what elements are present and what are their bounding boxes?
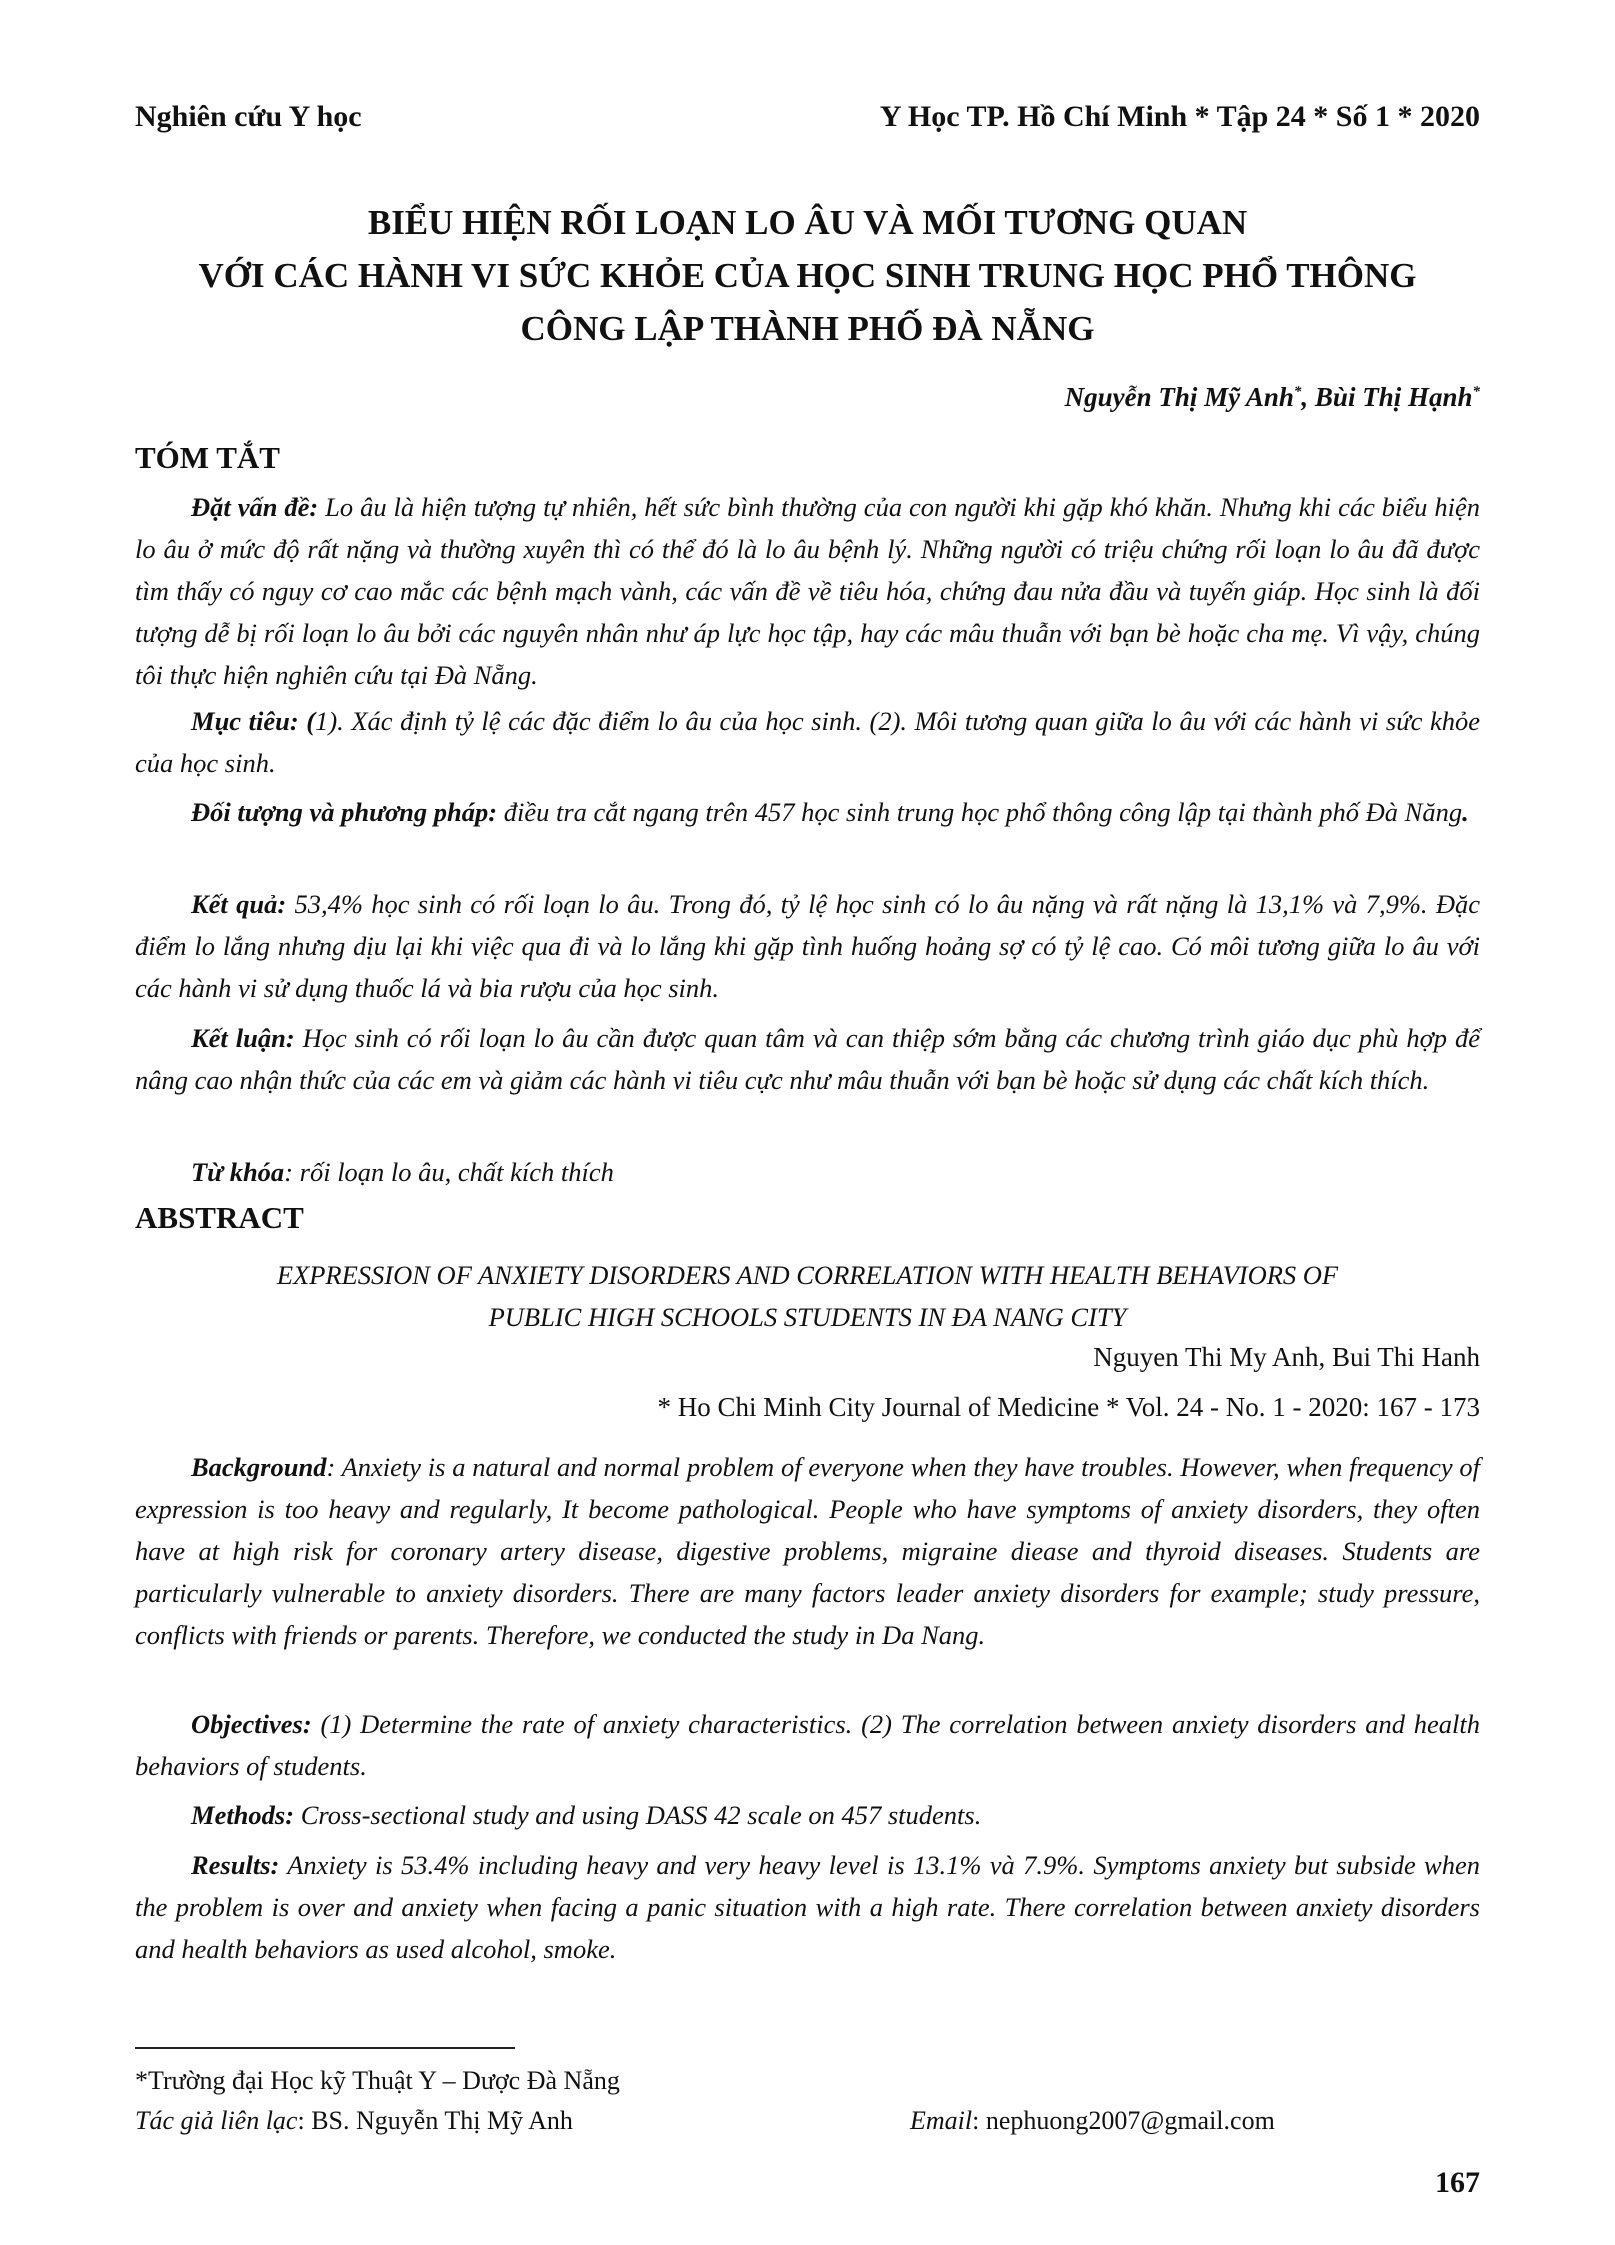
authors-vi	[1065, 382, 1480, 413]
author-2-mark: *	[1472, 384, 1480, 400]
en-results-paragraph	[135, 1844, 1480, 1970]
en-objectives-paragraph	[135, 1703, 1480, 1787]
en-background-paragraph	[135, 1446, 1480, 1656]
vi-objectives-paragraph	[135, 700, 1480, 784]
vi-results-paragraph	[135, 883, 1480, 1009]
author-1-mark: *	[1293, 384, 1302, 400]
footnote-affiliation: *Trường đại Học kỹ Thuật Y – Dược Đà Nẵng	[135, 2066, 620, 2095]
en-methods-paragraph	[135, 1794, 1480, 1836]
contact-name: : BS. Nguyễn Thị Mỹ Anh	[297, 2106, 573, 2135]
contact-label: Tác giả liên lạc	[135, 2106, 298, 2135]
author-2: Bùi Thị Hạnh	[1314, 382, 1473, 412]
vi-background-label: Đặt vấn đề:	[191, 492, 319, 522]
email-address: : nephuong2007@gmail.com	[972, 2106, 1275, 2135]
en-methods-label: Methods:	[191, 1800, 295, 1830]
en-background-text: : Anxiety is a natural and normal problem of everyone when they have troubles. However, when frequency of expression is too heavy and regularly, It become pathological. People who have symptoms of anxiety disorders, they often have at high risk for coronary artery disease, digestive problems, migraine diease and thyroid diseases. Students are particularly vulnerable to anxiety disorders. There are many factors leader anxiety disorders for example; study pressure, conflicts with friends or parents. Therefore, we conducted the study in Da Nang.	[135, 1452, 1480, 1650]
page-number: 167	[1435, 2166, 1480, 2199]
summary-heading: TÓM TẮT	[135, 440, 280, 475]
en-background-label: Background	[191, 1452, 327, 1482]
vi-objectives-label: Mục tiêu: (	[191, 706, 316, 736]
vi-methods-label: Đối tượng và phương pháp:	[191, 797, 498, 827]
title-line-2: VỚI CÁC HÀNH VI SỨC KHỎE CỦA HỌC SINH TRUNG HỌC PHỔ THÔNG	[198, 256, 1417, 295]
running-header-left: Nghiên cứu Y học	[135, 100, 362, 133]
footnote-email	[910, 2106, 1275, 2136]
abstract-title-line-1: EXPRESSION OF ANXIETY DISORDERS AND CORRELATION WITH HEALTH BEHAVIORS OF	[276, 1260, 1339, 1290]
vi-conclusion-paragraph	[135, 1017, 1480, 1101]
vi-results-label: Kết quả:	[191, 889, 287, 919]
vi-results-text: 53,4% học sinh có rối loạn lo âu. Trong đó, tỷ lệ học sinh có lo âu nặng và rất nặng là 13,1% và 7,9%. Đặc điểm lo lắng nhưng dịu lại khi việc qua đi và lo lắng khi gặp tình huống hoảng sợ có tỷ lệ cao. Có môi tương giữa lo âu với các hành vi sử dụng thuốc lá và bia rượu của học sinh.	[135, 889, 1480, 1003]
running-header-right: Y Học TP. Hồ Chí Minh * Tập 24 * Số 1 * 2020	[879, 100, 1480, 133]
article-title	[135, 196, 1480, 355]
author-separator: ,	[1301, 382, 1315, 412]
author-1: Nguyễn Thị Mỹ Anh	[1064, 382, 1294, 412]
abstract-heading: ABSTRACT	[135, 1200, 304, 1235]
vi-background-text: Lo âu là hiện tượng tự nhiên, hết sức bình thường của con người khi gặp khó khăn. Nhưng khi các biểu hiện lo âu ở mức độ rất nặng và thường xuyên thì có thể đó là lo âu bệnh lý. Những người có triệu chứng rối loạn lo âu đã được tìm thấy có nguy cơ cao mắc các bệnh mạch vành, các vấn đề về tiêu hóa, chứng đau nửa đầu và tuyến giáp. Học sinh là đối tượng dễ bị rối loạn lo âu bởi các nguyên nhân như áp lực học tập, hay các mâu thuẫn với bạn bè hoặc cha mẹ. Vì vậy, chúng tôi thực hiện nghiên cứu tại Đà Nẵng.	[135, 492, 1480, 690]
en-results-text: Anxiety is 53.4% including heavy and very heavy level is 13.1% và 7.9%. Symptoms anxiety but subside when the problem is over and anxiety when facing a panic situation with a high rate. There correlation between anxiety disorders and health behaviors as used alcohol, smoke.	[135, 1850, 1480, 1964]
en-results-label: Results:	[191, 1850, 280, 1880]
en-objectives-label: Objectives:	[191, 1709, 312, 1739]
vi-methods-paragraph	[135, 791, 1480, 833]
vi-objectives-text: 1). Xác định tỷ lệ các đặc điểm lo âu của học sinh. (2). Môi tương quan giữa lo âu với các hành vi sức khỏe của học sinh.	[135, 706, 1481, 778]
abstract-title-line-2: PUBLIC HIGH SCHOOLS STUDENTS IN ĐA NANG CITY	[488, 1302, 1127, 1332]
email-label: Email	[910, 2106, 973, 2135]
vi-conclusion-label: Kết luận:	[191, 1023, 295, 1053]
authors-en: Nguyen Thi My Anh, Bui Thi Hanh	[1093, 1342, 1480, 1372]
vi-conclusion-text: Học sinh có rối loạn lo âu cần được quan tâm và can thiệp sớm bằng các chương trình giáo dục phù hợp để nâng cao nhận thức của các em và giảm các hành vi tiêu cực như mâu thuẫn với bạn bè hoặc sử dụng các chất kích thích.	[135, 1023, 1480, 1095]
title-line-3: CÔNG LẬP THÀNH PHỐ ĐÀ NẴNG	[520, 309, 1095, 348]
vi-keywords-paragraph	[135, 1151, 1480, 1193]
journal-citation: * Ho Chi Minh City Journal of Medicine * Vol. 24 - No. 1 - 2020: 167 - 173	[657, 1392, 1480, 1422]
vi-background-paragraph	[135, 486, 1480, 696]
title-line-1: BIỂU HIỆN RỐI LOẠN LO ÂU VÀ MỐI TƯƠNG QUAN	[367, 203, 1248, 242]
en-objectives-text: (1) Determine the rate of anxiety characteristics. (2) The correlation between anxiety disorders and health behaviors of students.	[135, 1709, 1480, 1781]
abstract-title	[135, 1254, 1480, 1338]
footnote-divider	[135, 2047, 515, 2049]
vi-methods-text: điều tra cắt ngang trên 457 học sinh trung học phổ thông công lập tại thành phố Đà Năng	[497, 797, 1463, 827]
vi-methods-end: .	[1462, 797, 1469, 827]
en-methods-text: Cross-sectional study and using DASS 42 scale on 457 students.	[294, 1800, 982, 1830]
footnote-contact	[135, 2106, 573, 2136]
vi-keywords-label: Từ khóa	[191, 1157, 285, 1187]
vi-keywords-text: : rối loạn lo âu, chất kích thích	[284, 1157, 614, 1187]
